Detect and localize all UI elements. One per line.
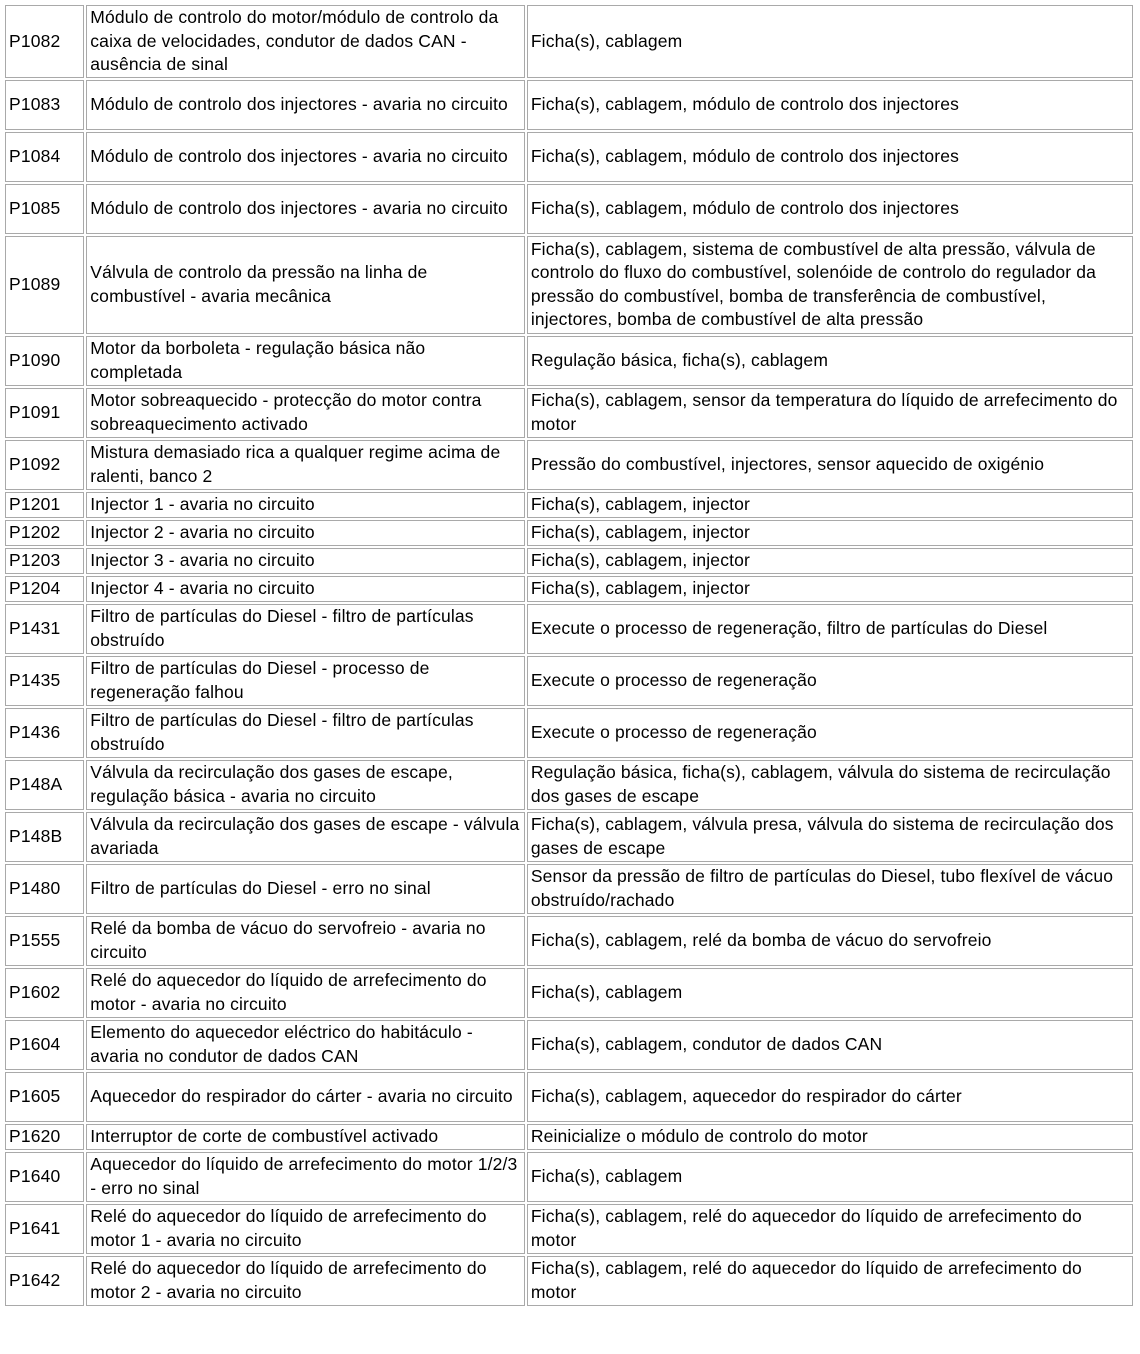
table-row [5, 864, 1133, 914]
fault-description-cell: Válvula da recirculação dos gases de escape, regulação básica - avaria no circuito [86, 760, 525, 810]
fault-description-cell: Injector 4 - avaria no circuito [86, 576, 525, 602]
probable-cause-cell: Ficha(s), cablagem [527, 1152, 1133, 1202]
table-row [5, 492, 1133, 518]
fault-description-cell: Interruptor de corte de combustível activado [86, 1124, 525, 1150]
fault-code-cell: P1431 [5, 604, 84, 654]
fault-code-cell: P1082 [5, 5, 84, 78]
fault-code-cell: P1641 [5, 1204, 84, 1254]
table-row [5, 548, 1133, 574]
table-row [5, 336, 1133, 386]
fault-code-cell: P1480 [5, 864, 84, 914]
fault-code-cell: P1202 [5, 520, 84, 546]
fault-code-cell: P1090 [5, 336, 84, 386]
fault-description-cell: Mistura demasiado rica a qualquer regime acima de ralenti, banco 2 [86, 440, 525, 490]
fault-code-cell: P1640 [5, 1152, 84, 1202]
table-row [5, 5, 1133, 78]
table-row [5, 1072, 1133, 1122]
fault-code-table-body [5, 5, 1133, 1306]
fault-code-table [3, 3, 1135, 1308]
probable-cause-cell: Execute o processo de regeneração, filtro de partículas do Diesel [527, 604, 1133, 654]
probable-cause-cell: Pressão do combustível, injectores, sensor aquecido de oxigénio [527, 440, 1133, 490]
fault-description-cell: Módulo de controlo dos injectores - avaria no circuito [86, 132, 525, 182]
fault-code-cell: P1435 [5, 656, 84, 706]
probable-cause-cell: Ficha(s), cablagem, relé do aquecedor do líquido de arrefecimento do motor [527, 1204, 1133, 1254]
fault-description-cell: Aquecedor do líquido de arrefecimento do motor 1/2/3 - erro no sinal [86, 1152, 525, 1202]
probable-cause-cell: Ficha(s), cablagem [527, 968, 1133, 1018]
probable-cause-cell: Ficha(s), cablagem, módulo de controlo dos injectores [527, 184, 1133, 234]
probable-cause-cell: Ficha(s), cablagem, relé da bomba de vácuo do servofreio [527, 916, 1133, 966]
probable-cause-cell: Sensor da pressão de filtro de partículas do Diesel, tubo flexível de vácuo obstruído/rachado [527, 864, 1133, 914]
fault-description-cell: Filtro de partículas do Diesel - filtro de partículas obstruído [86, 708, 525, 758]
table-row [5, 576, 1133, 602]
fault-description-cell: Módulo de controlo dos injectores - avaria no circuito [86, 80, 525, 130]
table-row [5, 656, 1133, 706]
fault-code-cell: P1620 [5, 1124, 84, 1150]
table-row [5, 760, 1133, 810]
table-row [5, 236, 1133, 334]
fault-description-cell: Módulo de controlo dos injectores - avaria no circuito [86, 184, 525, 234]
fault-description-cell: Elemento do aquecedor eléctrico do habitáculo - avaria no condutor de dados CAN [86, 1020, 525, 1070]
fault-description-cell: Injector 2 - avaria no circuito [86, 520, 525, 546]
probable-cause-cell: Ficha(s), cablagem [527, 5, 1133, 78]
fault-code-cell: P1089 [5, 236, 84, 334]
fault-description-cell: Filtro de partículas do Diesel - filtro de partículas obstruído [86, 604, 525, 654]
fault-description-cell: Relé do aquecedor do líquido de arrefecimento do motor - avaria no circuito [86, 968, 525, 1018]
fault-code-cell: P1092 [5, 440, 84, 490]
fault-code-cell: P1201 [5, 492, 84, 518]
probable-cause-cell: Execute o processo de regeneração [527, 708, 1133, 758]
probable-cause-cell: Execute o processo de regeneração [527, 656, 1133, 706]
fault-description-cell: Filtro de partículas do Diesel - erro no sinal [86, 864, 525, 914]
probable-cause-cell: Ficha(s), cablagem, módulo de controlo dos injectores [527, 132, 1133, 182]
fault-code-cell: P1602 [5, 968, 84, 1018]
probable-cause-cell: Ficha(s), cablagem, válvula presa, válvula do sistema de recirculação dos gases de escape [527, 812, 1133, 862]
table-row [5, 1256, 1133, 1306]
probable-cause-cell: Ficha(s), cablagem, sensor da temperatura do líquido de arrefecimento do motor [527, 388, 1133, 438]
fault-code-cell: P1555 [5, 916, 84, 966]
fault-description-cell: Injector 1 - avaria no circuito [86, 492, 525, 518]
fault-code-cell: P1604 [5, 1020, 84, 1070]
fault-description-cell: Relé do aquecedor do líquido de arrefecimento do motor 2 - avaria no circuito [86, 1256, 525, 1306]
table-row [5, 708, 1133, 758]
table-row [5, 1152, 1133, 1202]
fault-description-cell: Válvula da recirculação dos gases de escape - válvula avariada [86, 812, 525, 862]
table-row [5, 1020, 1133, 1070]
fault-description-cell: Injector 3 - avaria no circuito [86, 548, 525, 574]
table-row [5, 1124, 1133, 1150]
table-row [5, 968, 1133, 1018]
table-row [5, 916, 1133, 966]
probable-cause-cell: Ficha(s), cablagem, condutor de dados CAN [527, 1020, 1133, 1070]
table-row [5, 184, 1133, 234]
probable-cause-cell: Ficha(s), cablagem, injector [527, 576, 1133, 602]
fault-description-cell: Módulo de controlo do motor/módulo de controlo da caixa de velocidades, condutor de dados CAN - ausência de sinal [86, 5, 525, 78]
table-row [5, 1204, 1133, 1254]
probable-cause-cell: Reinicialize o módulo de controlo do motor [527, 1124, 1133, 1150]
fault-code-cell: P1091 [5, 388, 84, 438]
fault-code-table-container [3, 3, 1135, 1308]
table-row [5, 80, 1133, 130]
fault-code-cell: P1642 [5, 1256, 84, 1306]
fault-description-cell: Motor da borboleta - regulação básica não completada [86, 336, 525, 386]
probable-cause-cell: Ficha(s), cablagem, injector [527, 548, 1133, 574]
fault-description-cell: Motor sobreaquecido - protecção do motor contra sobreaquecimento activado [86, 388, 525, 438]
fault-code-cell: P148B [5, 812, 84, 862]
fault-description-cell: Filtro de partículas do Diesel - processo de regeneração falhou [86, 656, 525, 706]
table-row [5, 520, 1133, 546]
fault-code-cell: P1436 [5, 708, 84, 758]
probable-cause-cell: Ficha(s), cablagem, módulo de controlo dos injectores [527, 80, 1133, 130]
fault-code-cell: P1204 [5, 576, 84, 602]
probable-cause-cell: Ficha(s), cablagem, injector [527, 492, 1133, 518]
probable-cause-cell: Regulação básica, ficha(s), cablagem, válvula do sistema de recirculação dos gases de escape [527, 760, 1133, 810]
fault-code-cell: P1084 [5, 132, 84, 182]
table-row [5, 388, 1133, 438]
probable-cause-cell: Regulação básica, ficha(s), cablagem [527, 336, 1133, 386]
table-row [5, 812, 1133, 862]
fault-description-cell: Aquecedor do respirador do cárter - avaria no circuito [86, 1072, 525, 1122]
fault-description-cell: Relé do aquecedor do líquido de arrefecimento do motor 1 - avaria no circuito [86, 1204, 525, 1254]
fault-code-cell: P1203 [5, 548, 84, 574]
table-row [5, 604, 1133, 654]
probable-cause-cell: Ficha(s), cablagem, injector [527, 520, 1133, 546]
probable-cause-cell: Ficha(s), cablagem, aquecedor do respirador do cárter [527, 1072, 1133, 1122]
fault-description-cell: Válvula de controlo da pressão na linha de combustível - avaria mecânica [86, 236, 525, 334]
fault-description-cell: Relé da bomba de vácuo do servofreio - avaria no circuito [86, 916, 525, 966]
fault-code-cell: P1085 [5, 184, 84, 234]
probable-cause-cell: Ficha(s), cablagem, sistema de combustível de alta pressão, válvula de controlo do fluxo do combustível, solenóide de controlo do regulador da pressão do combustível, bomba de transferência de combustível, injectores, bomba de combustível de alta pressão [527, 236, 1133, 334]
table-row [5, 440, 1133, 490]
probable-cause-cell: Ficha(s), cablagem, relé do aquecedor do líquido de arrefecimento do motor [527, 1256, 1133, 1306]
fault-code-cell: P1605 [5, 1072, 84, 1122]
fault-code-cell: P148A [5, 760, 84, 810]
table-row [5, 132, 1133, 182]
fault-code-cell: P1083 [5, 80, 84, 130]
